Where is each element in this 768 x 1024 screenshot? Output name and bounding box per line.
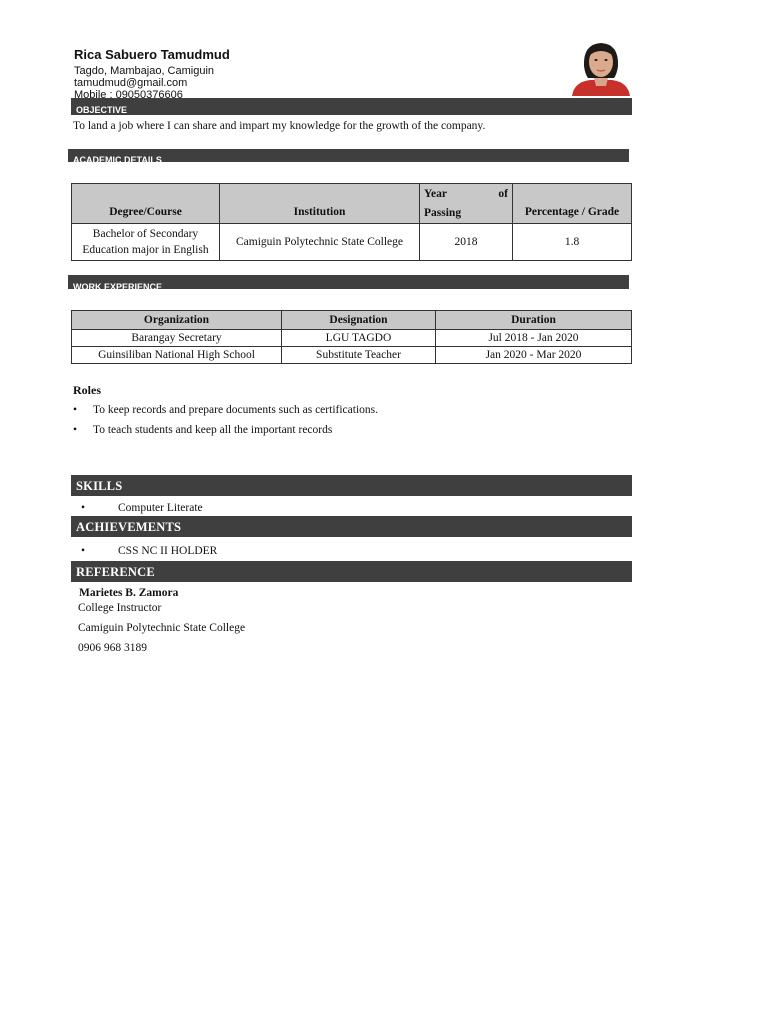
reference-name: Marietes B. Zamora	[79, 587, 179, 599]
cell-institution: Camiguin Polytechnic State College	[220, 224, 420, 261]
achievements-section-bar	[71, 516, 632, 537]
email: tamudmud@gmail.com	[74, 77, 188, 89]
header-designation: Designation	[282, 311, 436, 330]
cell-year: 2018	[420, 224, 513, 261]
work-title: WORK EXPERIENCE	[73, 282, 163, 289]
header-degree: Degree/Course	[72, 184, 220, 224]
objective-section-bar	[71, 98, 632, 115]
bullet: •	[81, 545, 86, 557]
mobile: Mobile : 09050376606	[74, 89, 183, 98]
degree-line-1: Bachelor of Secondary	[92, 228, 199, 240]
cell-degree	[72, 224, 220, 261]
table-row	[72, 330, 632, 347]
objective-title: OBJECTIVE	[76, 105, 128, 115]
address: Tagdo, Mambajao, Camiguin	[74, 65, 215, 77]
work-section-bar	[68, 275, 629, 289]
cell-organization: Barangay Secretary	[72, 330, 282, 347]
table-row	[72, 347, 632, 364]
applicant-name: Rica Sabuero Tamudmud	[74, 47, 230, 62]
role-text: To keep records and prepare documents such as certifications.	[93, 404, 378, 416]
reference-phone: 0906 968 3189	[78, 642, 147, 654]
header-year-passing: Passing	[424, 206, 462, 219]
cell-grade: 1.8	[513, 224, 632, 261]
reference-position: College Instructor	[78, 602, 162, 614]
cell-designation: Substitute Teacher	[282, 347, 436, 364]
profile-photo	[570, 38, 632, 96]
roles-title: Roles	[73, 383, 101, 397]
work-table	[71, 310, 632, 364]
academic-section-bar	[68, 149, 629, 162]
header-organization: Organization	[72, 311, 282, 330]
skill-text: Computer Literate	[118, 502, 203, 514]
skills-title: SKILLS	[76, 479, 123, 493]
cell-designation: LGU TAGDO	[282, 330, 436, 347]
achievement-text: CSS NC II HOLDER	[118, 545, 218, 557]
academic-header-row	[72, 184, 632, 224]
cell-organization: Guinsiliban National High School	[72, 347, 282, 364]
reference-title: REFERENCE	[76, 565, 155, 579]
reference-section-bar	[71, 561, 632, 582]
academic-title: ACADEMIC DETAILS	[73, 155, 162, 162]
degree-line-2: Education major in English	[82, 244, 209, 256]
header-grade: Percentage / Grade	[513, 184, 632, 224]
academic-table	[71, 183, 632, 261]
objective-text: To land a job where I can share and impart my knowledge for the growth of the company.	[73, 120, 486, 132]
header-year	[420, 184, 513, 224]
skills-section-bar	[71, 475, 632, 496]
cell-duration: Jan 2020 - Mar 2020	[436, 347, 632, 364]
header-duration: Duration	[436, 311, 632, 330]
role-text: To teach students and keep all the important records	[93, 424, 333, 436]
achievements-title: ACHIEVEMENTS	[76, 520, 182, 534]
header-institution: Institution	[220, 184, 420, 224]
bullet: •	[73, 404, 78, 416]
header-year-word: Year	[424, 187, 447, 200]
bullet: •	[73, 424, 78, 436]
header-year-of: of	[498, 187, 508, 200]
table-row	[72, 224, 632, 261]
reference-institution: Camiguin Polytechnic State College	[78, 622, 246, 634]
cell-duration: Jul 2018 - Jan 2020	[436, 330, 632, 347]
work-header-row	[72, 311, 632, 330]
bullet: •	[81, 502, 86, 514]
